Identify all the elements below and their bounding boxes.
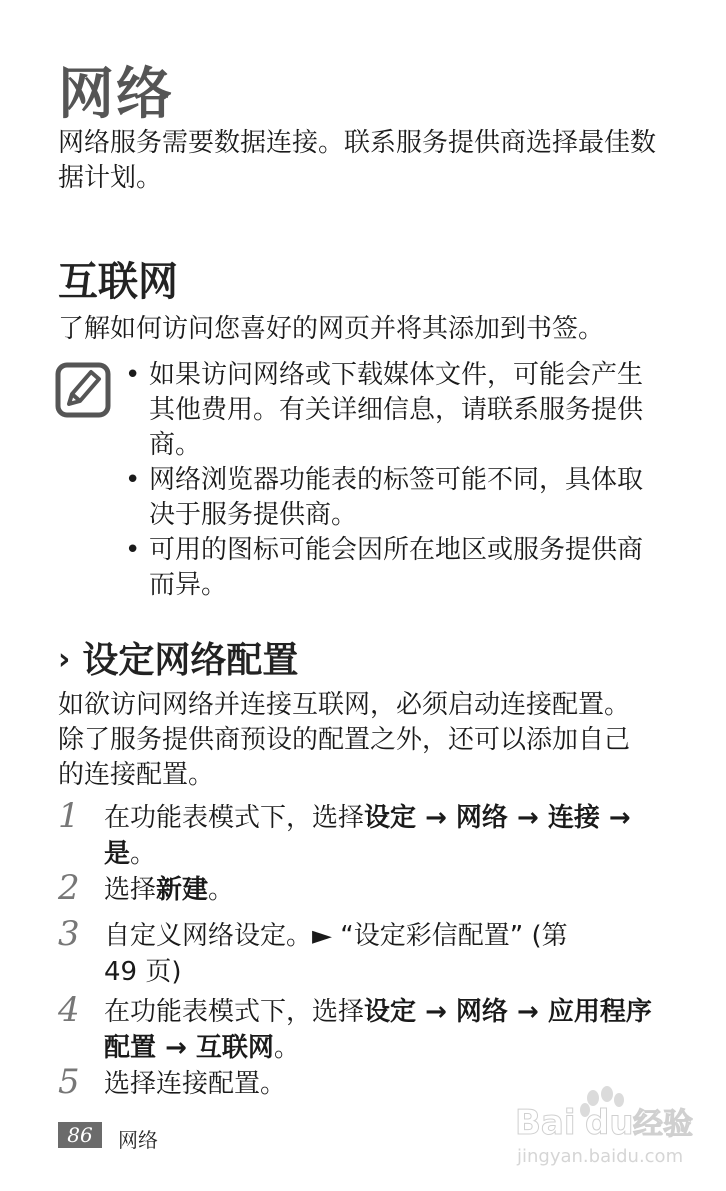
- menu-path-item: 互联网: [195, 1033, 274, 1063]
- step-text: 选择连接配置。: [104, 1069, 287, 1099]
- footer-chapter-label: 网络: [118, 1128, 158, 1152]
- subsection-title: [58, 632, 298, 683]
- page-title: 网络: [58, 62, 174, 127]
- step-1: [58, 796, 668, 872]
- section-description: 了解如何访问您喜好的网页并将其添加到书签。: [58, 314, 605, 344]
- menu-path-item: 网络: [455, 997, 508, 1027]
- menu-path-item: 新建: [156, 875, 209, 905]
- intro-paragraph: 网络服务需要数据连接。联系服务提供商选择最佳数据计划。: [58, 128, 657, 193]
- arrow-separator: →: [416, 803, 456, 833]
- step-text: 自定义网络设定。► “设定彩信配置” (第 49 页): [104, 921, 568, 987]
- arrow-separator: →: [416, 997, 456, 1027]
- chevron-right-icon: ›: [58, 642, 71, 677]
- step-number: 4: [58, 990, 80, 1030]
- svg-text:jingyan.baidu.com: jingyan.baidu.com: [517, 1146, 684, 1167]
- note-item: • 可用的图标可能会因所在地区或服务提供商而异。: [123, 533, 663, 603]
- menu-path-item: 设定: [364, 997, 417, 1027]
- note-pencil-icon: [55, 362, 111, 418]
- arrow-separator: →: [507, 803, 548, 833]
- arrow-separator: →: [599, 803, 631, 833]
- subsection-title-text: 设定网络配置: [82, 640, 299, 681]
- menu-path-item: 应用程序配置: [104, 997, 652, 1063]
- step-text: 在功能表模式下，选择: [104, 997, 365, 1027]
- menu-path-item: 网络: [455, 803, 508, 833]
- step-number: 3: [58, 914, 80, 954]
- note-list: [123, 358, 663, 603]
- menu-path-item: 连接: [547, 803, 600, 833]
- subsection-description: 如欲访问网络并连接互联网，必须启动连接配置。除了服务提供商预设的配置之外，还可以添加自己的连接配置。: [58, 690, 631, 790]
- step-text-end: 。: [208, 875, 235, 905]
- step-text: 选择: [104, 875, 157, 905]
- step-number: 1: [58, 796, 80, 836]
- svg-text:du: du: [585, 1103, 634, 1143]
- step-text-end: 。: [130, 839, 157, 869]
- note-item: • 如果访问网络或下载媒体文件，可能会产生其他费用。有关详细信息，请联系服务提供商。: [123, 358, 663, 463]
- svg-text:Bai: Bai: [515, 1103, 576, 1143]
- arrow-separator: →: [507, 997, 548, 1027]
- arrow-separator: →: [156, 1033, 196, 1063]
- note-item: • 网络浏览器功能表的标签可能不同，具体取决于服务提供商。: [123, 463, 663, 533]
- step-number: 2: [58, 868, 80, 908]
- step-text-end: 。: [273, 1033, 300, 1063]
- menu-path-item: 设定: [364, 803, 417, 833]
- baidu-jingyan-watermark: [515, 1082, 715, 1172]
- section-title: 互联网: [58, 259, 178, 305]
- page-number: 86: [58, 1122, 102, 1148]
- step-2: [58, 868, 668, 908]
- step-4: [58, 990, 668, 1066]
- step-text: 在功能表模式下，选择: [104, 803, 365, 833]
- step-number: 5: [58, 1062, 80, 1102]
- menu-path-item: 是: [104, 839, 131, 869]
- svg-text:经验: 经验: [633, 1107, 693, 1142]
- step-3: [58, 914, 668, 990]
